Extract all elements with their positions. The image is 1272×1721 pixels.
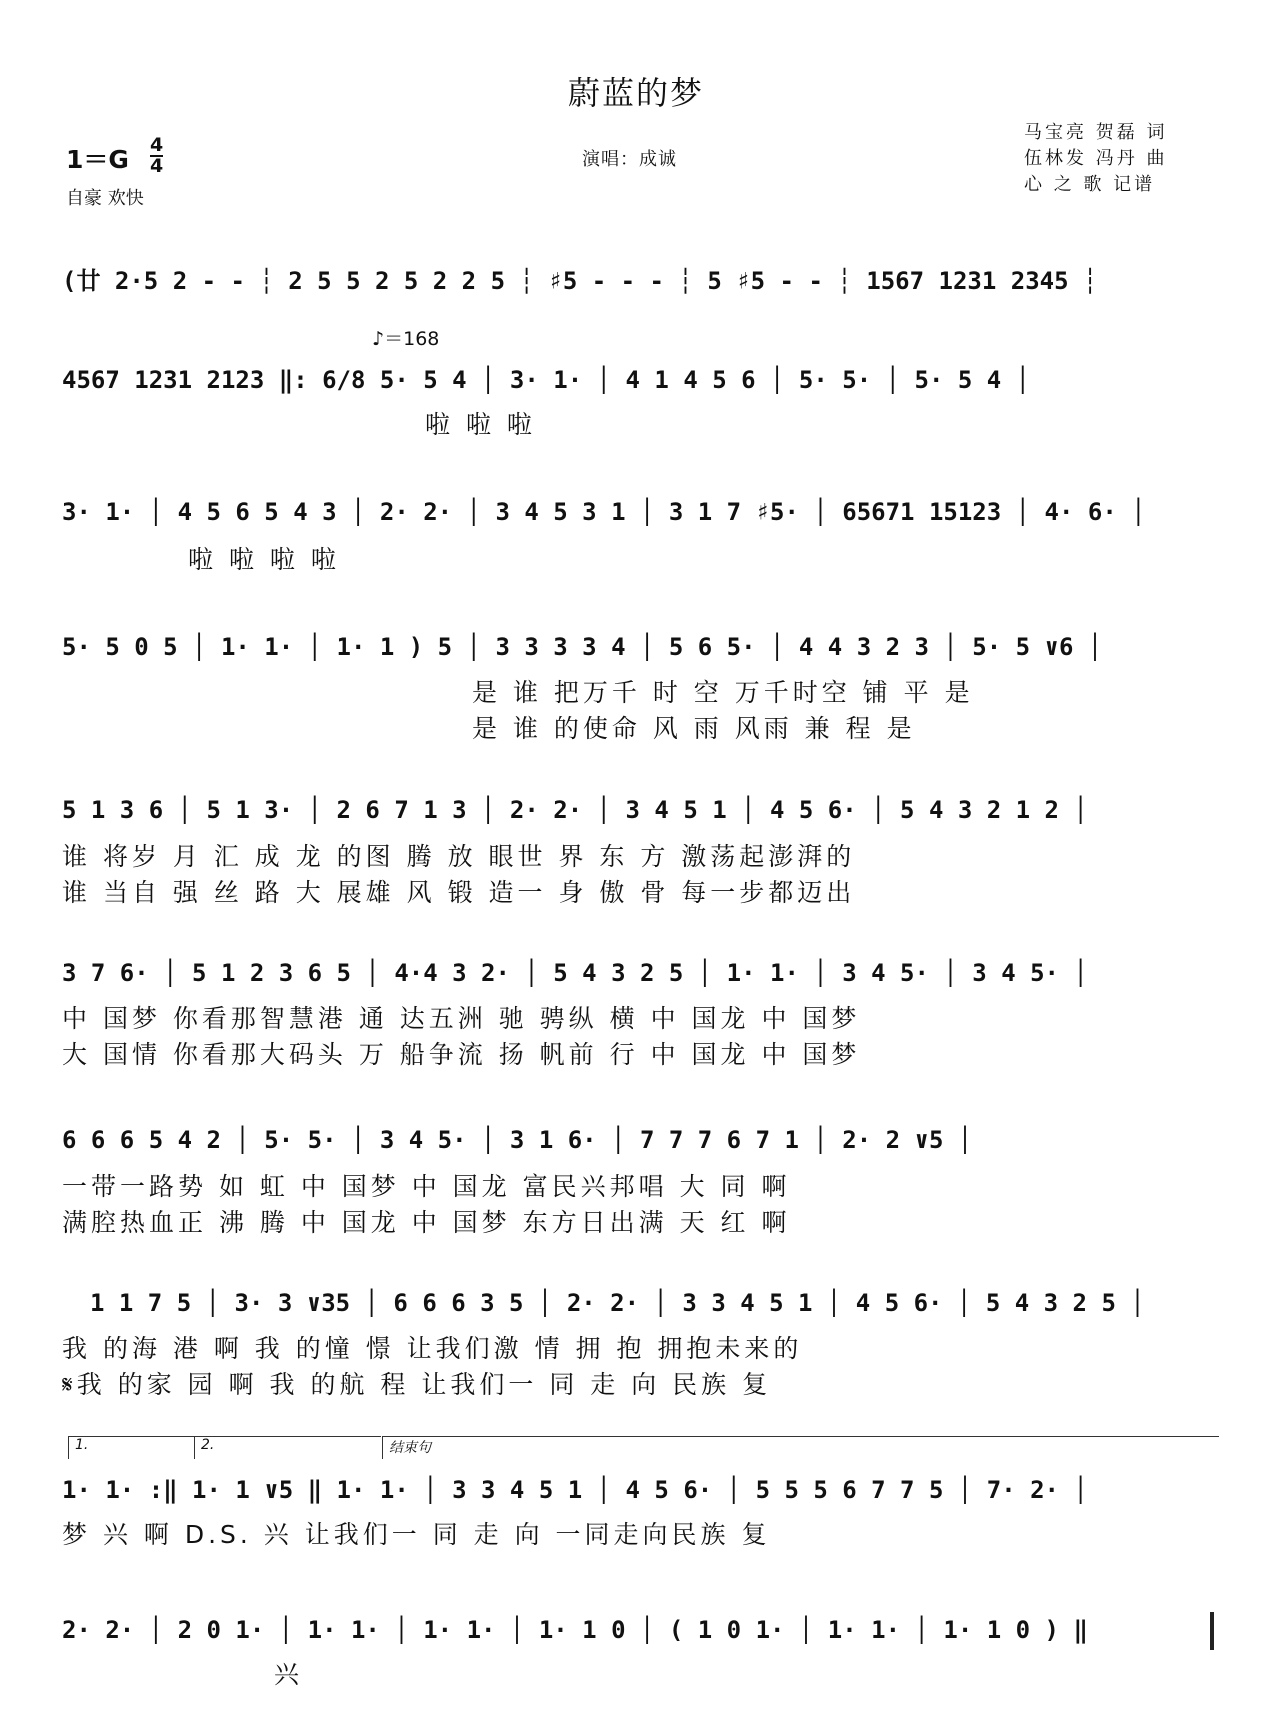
lyric-line-9: 梦 兴 啊 D.S. 兴 让我们一 同 走 向 一同走向民族 复	[62, 1520, 771, 1549]
time-numerator: 4	[150, 134, 164, 156]
song-title: 蔚蓝的梦	[567, 74, 704, 112]
metronome-marking: ♪＝168	[372, 328, 440, 350]
lyric-line-8b: 𝄋我 的家 园 啊 我 的航 程 让我们一 同 走 向 民族 复	[62, 1370, 772, 1399]
volta-1: 1.	[68, 1436, 195, 1459]
lyric-line-4a: 是 谁 把万千 时 空 万千时空 铺 平 是	[472, 678, 974, 707]
score-system-1: (廿 2·5 2 - - ┆ 2 5 5 2 5 2 2 5 ┆ ♯5 - - - ┆ 5 ♯5 - - ┆ 1567 1231 2345 ┆	[62, 267, 1098, 295]
lyric-line-6a: 中 国梦 你看那智慧港 通 达五洲 驰 骋纵 横 中 国龙 中 国梦	[62, 1004, 861, 1033]
lyric-line-7b: 满腔热血正 沸 腾 中 国龙 中 国梦 东方日出满 天 红 啊	[62, 1208, 791, 1237]
score-system-8: 1 1 7 5 │ 3· 3 ∨35 │ 6 6 6 3 5 │ 2· 2· │ 3 3 4 5 1 │ 4 5 6· │ 5 4 3 2 5 │	[90, 1289, 1145, 1317]
composer-credit: 伍林发 冯丹 曲	[1024, 148, 1168, 169]
score-system-6: 3 7 6· │ 5 1 2 3 6 5 │ 4·4 3 2· │ 5 4 3 2 5 │ 1· 1· │ 3 4 5· │ 3 4 5· │	[62, 959, 1088, 987]
score-system-10: 2· 2· │ 2 0 1· │ 1· 1· │ 1· 1· │ 1· 1 0 │ ( 1 0 1· │ 1· 1· │ 1· 1 0 ) ‖	[62, 1616, 1088, 1644]
lyric-line-5a: 谁 将岁 月 汇 成 龙 的图 腾 放 眼世 界 东 方 激荡起澎湃的	[62, 842, 856, 871]
transcriber-credit: 心 之 歌 记谱	[1024, 174, 1156, 195]
lyric-line-2: 啦 啦 啦	[425, 410, 536, 439]
time-signature	[150, 136, 163, 176]
score-system-5: 5 1 3 6 │ 5 1 3· │ 2 6 7 1 3 │ 2· 2· │ 3 4 5 1 │ 4 5 6· │ 5 4 3 2 1 2 │	[62, 796, 1088, 824]
lyric-line-7a: 一带一路势 如 虹 中 国梦 中 国龙 富民兴邦唱 大 同 啊	[62, 1172, 791, 1201]
coda-ending: 结束句	[382, 1436, 1219, 1459]
score-system-9: 1· 1· :‖ 1· 1 ∨5 ‖ 1· 1· │ 3 3 4 5 1 │ 4 5 6· │ 5 5 5 6 7 7 5 │ 7· 2· │	[62, 1476, 1088, 1504]
lyric-line-8a: 我 的海 港 啊 我 的憧 憬 让我们激 情 拥 抱 拥抱未来的	[62, 1334, 803, 1363]
lyric-line-10: 兴	[274, 1660, 304, 1689]
score-system-7: 6 6 6 5 4 2 │ 5· 5· │ 3 4 5· │ 3 1 6· │ 7 7 7 6 7 1 │ 2· 2 ∨5 │	[62, 1126, 973, 1154]
score-system-3: 3· 1· │ 4 5 6 5 4 3 │ 2· 2· │ 3 4 5 3 1 │ 3 1 7 ♯5· │ 65671 15123 │ 4· 6· │	[62, 498, 1146, 526]
time-denominator: 4	[150, 155, 164, 177]
score-system-4: 5· 5 0 5 │ 1· 1· │ 1· 1 ) 5 │ 3 3 3 3 4 │ 5 6 5· │ 4 4 3 2 3 │ 5· 5 ∨6 │	[62, 633, 1103, 661]
lyric-line-6b: 大 国情 你看那大码头 万 船争流 扬 帆前 行 中 国龙 中 国梦	[62, 1040, 861, 1069]
tempo-marking: 自豪 欢快	[66, 188, 144, 209]
lyricist-credit: 马宝亮 贺磊 词	[1024, 122, 1168, 143]
score-system-2: 4567 1231 2123 ‖: 6/8 5· 5 4 │ 3· 1· │ 4 1 4 5 6 │ 5· 5· │ 5· 5 4 │	[62, 366, 1031, 394]
lyric-line-3: 啦 啦 啦 啦	[188, 545, 340, 574]
singer-credit: 演唱：成诚	[582, 149, 677, 170]
final-barline	[1210, 1612, 1214, 1650]
key-signature: 1＝G	[66, 145, 129, 174]
lyric-line-5b: 谁 当自 强 丝 路 大 展雄 风 锻 造一 身 傲 骨 每一步都迈出	[62, 878, 856, 907]
volta-2: 2.	[194, 1436, 381, 1459]
lyric-line-4b: 是 谁 的使命 风 雨 风雨 兼 程 是	[472, 714, 916, 743]
